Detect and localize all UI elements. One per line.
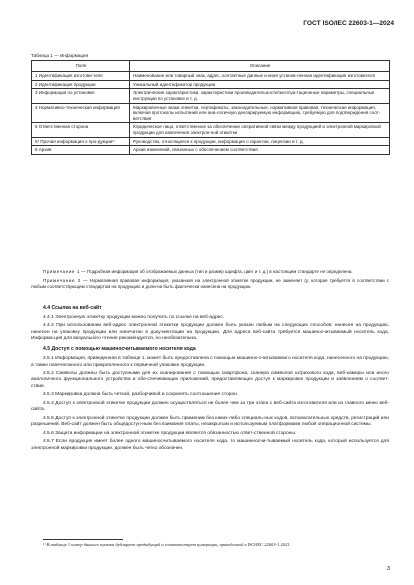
table-caption: Таблица 1 — Информация [31,53,89,58]
note-label: Примечание 2 [43,277,81,283]
note-text: — Нормативная правовая информация, указанная на электронной этикетке продукции, не заменяет (у, которая требуется в соответствии с любым соответствующим стандартом на продукцию и доли-на быть фактически нанесена на продукцию. [31,277,389,289]
table-row [32,80,390,89]
page-number: 3 [386,566,390,572]
table-cell-field: 1 Идентификация изготови-теля [32,72,130,81]
table-cell-description: Юридическое лицо, ответственное за обеспечение оперативной связи между продукцией и электронной маркировкой продукции для извлечения электрон-ной этикетки [130,123,390,137]
paragraph: 4.5.6 Защита информации на электронной этикетке продукции является обязанностью ответ-ственной стороны. [43,430,297,436]
table-cell-description: Руководство, относящееся к продукции, информация о гарантии, лицензии и т. д. [130,137,390,146]
information-table [31,60,390,155]
table-cell-description: Маркировочные знаки этикетки, сертификаты, законодательные, нормативная правовая, техническая информация, включая протоколы испытаний или ана-логичную декларируемую информацию, требуемую для подтверждения соот-ветствия [130,103,390,123]
note [31,269,389,275]
table-cell-field: 5 Ответственная сторона [32,123,130,137]
footnote: ¹⁾ В таблице 1 номер данного пункта дублирует предыдущий и соответствует нумерации, приведенной в ISO/IEC 22603-1:2021. [43,542,291,547]
section-heading: 4.5 Доступ с помощью машиносчитываемого носителя кода [43,346,196,353]
main-text [31,302,389,454]
table-row [32,123,390,137]
note-label: Примечание 1 [43,269,80,274]
table-cell-field: 6 Архив [32,146,130,155]
table-cell-description: Наименование или товарный знак, адрес, контактные данные и иная установ-ленная идентификация изготовителя [130,72,390,81]
footnote-divider [43,539,123,540]
table-cell-field: 3 Информация по установке [32,89,130,103]
standard-number: ГОСТ ISO/IEC 22603-1—2024 [303,20,394,27]
column-header-field: Поле [32,61,130,72]
table-row [32,89,390,103]
section-heading: 4.4 Ссылка на веб-сайт [43,305,102,311]
table-row [32,146,390,155]
table-notes [31,269,389,293]
table-cell-description: Уникальный идентификатор продукции [130,80,390,89]
table-row [32,103,390,123]
paragraph: 4.4.2 При использовании веб-адрес электронной этикетки продукции должен быть указан любым на следующих способов: нанесен на продукцию, нанесен на упаковку продукции или напечатан в доку-ментации на продукцию. Для адреса веб-сайта требуется машиносчитываемый носитель кода. Информа-ция для визуального чтения рекомендуется, но необязательна. [31,323,389,342]
paragraph: 4.5.4 Доступ к электронной этикетке продукции должен осуществляться не более чем за три этапа с веб-сайта изготовителя или из главного меню веб-сайта. [31,400,389,413]
paragraph: 4.5.7 Если продукция имеет более одного машиносчитываемого носителя кода, то машинносчи-тываемый носитель кода, который используется для электронной маркировки продукции, должен быть четко обозначен. [31,439,389,451]
note-text: — Подробная информация об отображаемых данных (тип и размер шрифта, цвет и т. д.) в настоящем стандарте не определена. [81,269,353,274]
paragraph: 4.5.2 Символы должны быть доступными для их сканирования с помощью смартфона, сканера символов штрихового кода, веб-камеры или иного аналогичного функционального устройства и обе-спечивающих приложений, предоставляющих доступ к маркировке продукции и заявлениям о соответ-ствии. [31,370,389,390]
paragraph: 4.5.3 Маркировка должна быть четкой, разборчивой и сохранять соотношение сторон. [43,392,239,398]
paragraph: 4.5.1 Информация, приведенная в таблице 1, может быть предоставлена с помощью машинно-считываемого носителя кода, нанесенного на продукцию, а также напечатанного или прикрепленного к первичной упаковке продукции. [31,355,389,368]
table-cell-field: 2 Идентификация продукции [32,80,130,89]
table-cell-description: Электрические характеристики, характеристики производительности/эксплуа-тационные параметры, специальные инструкции по установке и т. д. [130,89,390,103]
paragraph: 4.4.1 Электронную этикетку продукции можно получить по ссылке на веб-адрес. [43,314,225,320]
column-header-description: Описание [130,61,390,72]
table-row [32,137,390,146]
table-header-row [32,61,390,72]
paragraph: 4.5.5 Доступ к электронной этикетке продукции должен быть применим без каких-либо специаль-ных кодов, вспомогательных средств, регистраций или разрешений. Веб-сайт должен быть общедоступ-ным без взимания платы, незакрытым и используемым платформами любой операционной системы. [31,415,389,428]
table-cell-field: 5¹ Прочая информация о про-дукции¹⁾ [32,137,130,146]
table-cell-field: 4 Нормативно-техническая информация [32,103,130,123]
table-row [32,72,390,81]
note [31,278,389,290]
table-cell-description: Архив изменений, связанных с обеспечением соответствия [130,146,390,155]
